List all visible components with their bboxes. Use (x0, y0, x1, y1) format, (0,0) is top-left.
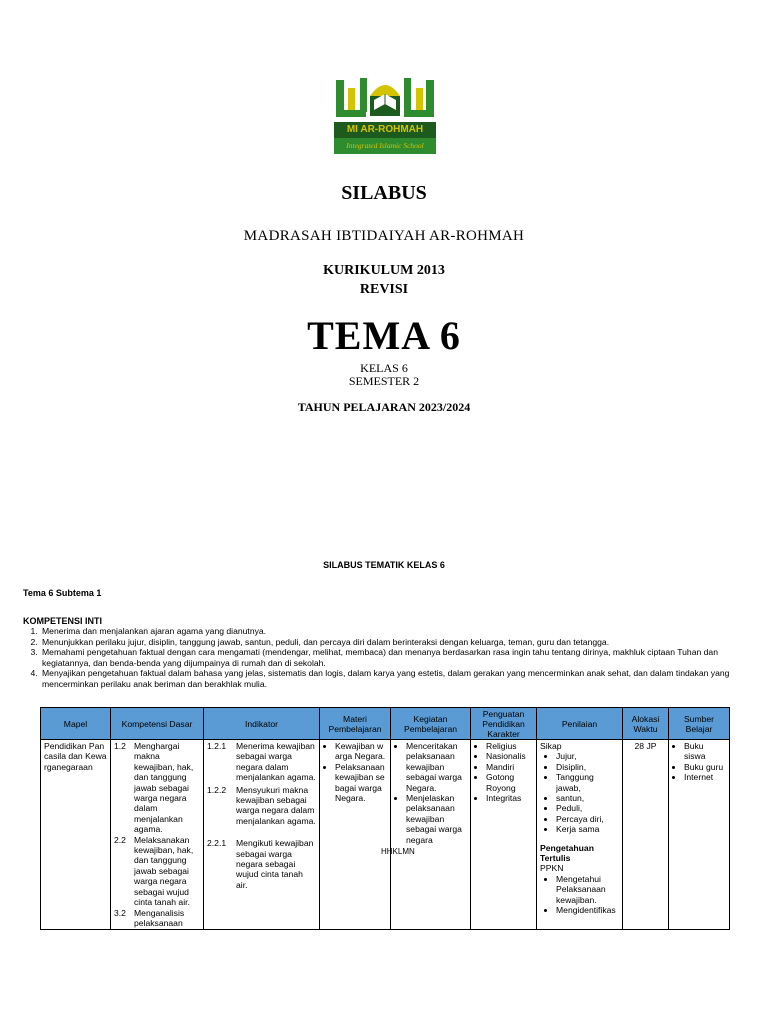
sikap-list (540, 751, 619, 834)
col-header-alokasi: Alokasi Waktu (623, 708, 669, 740)
list-item: • Nasionalis (486, 751, 533, 761)
list-item: • Gotong Royong (486, 772, 533, 793)
ki-item: 3. Memahami pengetahuan faktual dengan cara mengamati (mendengar, melihat, membaca) dan menanya berdasarkan rasa ingin tahu tentang dirinya, makhluk ciptaan Tuhan dan kegiatannya, dan benda-benda yang dijumpainya di rumah dan di sekolah. (40, 647, 760, 668)
list-item: • Percaya diri, (556, 814, 619, 824)
col-header-mapel: Mapel (41, 708, 111, 740)
cell-alokasi: 28 JP (623, 740, 669, 930)
list-item: • Kewajiban warga Negara. (335, 741, 387, 762)
list-item: • Jujur, (556, 751, 619, 761)
ki-list (20, 626, 760, 690)
ki-item: 2. Menunjukkan perilaku jujur, disiplin, tanggung jawab, santun, peduli, dan percaya diri dalam berinteraksi dengan keluarga, teman, guru dan tetangga. (40, 637, 760, 648)
list-item: • Buku siswa (684, 741, 726, 762)
list-item: • Religius (486, 741, 533, 751)
logo-tagline: Integrated Islamic School (346, 141, 424, 150)
list-item: • Tanggung jawab, (556, 772, 619, 793)
col-header-penilaian: Penilaian (537, 708, 623, 740)
cell-sumber (669, 740, 730, 930)
kd-item: 1.2 Menghargai makna kewajiban, hak, dan tanggung jawab sebagai warga negara dalam menjalankan agama. (114, 741, 194, 835)
sumber-list (672, 741, 726, 783)
syllabus-table (40, 707, 730, 930)
list-item: • Buku guru (684, 762, 726, 772)
list-item: • Menceritakan pelaksanaan kewajiban sebagai warga Negara. (406, 741, 467, 793)
school-name: MADRASAH IBTIDAIYAH AR-ROHMAH (243, 228, 525, 244)
ki-item: 4. Menyajikan pengetahuan faktual dalam bahasa yang jelas, sistematis dan logis, dalam karya yang estetis, dalam gerakan yang mencerminkan anak sehat, dan dalam tindakan yang mencerminkan perilaku anak beriman dan berakhlak mulia. (40, 668, 760, 689)
col-header-sumber: Sumber Belajar (669, 708, 730, 740)
ki-heading: KOMPETENSI INTI (23, 616, 103, 626)
cell-materi (320, 740, 391, 930)
curriculum-label: KURIKULUM 2013 (323, 263, 445, 278)
col-header-ppk: Penguatan Pendidikan Karakter (471, 708, 537, 740)
subtheme-label: Tema 6 Subtema 1 (23, 588, 102, 598)
list-item: • Menjelaskan pelaksanaan kewajiban sebagai warga negara (406, 793, 467, 845)
ki-item: 1. Menerima dan menjalankan ajaran agama yang dianutnya. (40, 626, 760, 637)
materi-list (323, 741, 387, 803)
theme-title: TEMA 6 (307, 313, 461, 358)
ppkn-label: PPKN (540, 863, 564, 874)
cell-indikator (204, 740, 320, 930)
academic-year: TAHUN PELAJARAN 2023/2024 (297, 400, 471, 414)
cell-mapel: Pendidikan Pancasila dan Kewarganegaraan (41, 740, 111, 930)
list-item: • Kerja sama (556, 824, 619, 834)
list-item: • Mengidentifikas (556, 905, 619, 915)
col-header-indikator: Indikator (204, 708, 320, 740)
class-label: KELAS 6 (360, 361, 408, 375)
list-item: • santun, (556, 793, 619, 803)
school-logo (332, 70, 438, 156)
col-header-kd: Kompetensi Dasar (111, 708, 204, 740)
sikap-label: Sikap (540, 741, 562, 751)
page-title: SILABUS (341, 182, 427, 204)
pengetahuan-label: Pengetahuan Tertulis (540, 842, 594, 864)
list-item: • Mengetahui Pelaksanaan kewajiban. (556, 874, 619, 905)
revision-label: REVISI (359, 282, 409, 297)
list-item: • Peduli, (556, 803, 619, 813)
overlap-text: HHKLMN (381, 847, 415, 856)
table-row (41, 740, 730, 930)
section-title: SILABUS TEMATIK KELAS 6 (323, 560, 445, 570)
indikator-item: 1.2.2 Mensyukuri makna kewajiban sebagai warga negara dalam menjalankan agama. (207, 784, 316, 826)
kd-item: 3.2 Menganalisis pelaksanaan (114, 907, 185, 928)
list-item: • Internet (684, 772, 726, 782)
list-item: • Integritas (486, 793, 533, 803)
logo-name: MI AR-ROHMAH (346, 124, 424, 135)
ppk-list (474, 741, 533, 803)
list-item: • Disiplin, (556, 762, 619, 772)
kd-item: 2.2 Melaksanakan kewajiban, hak, dan tanggung jawab sebagai warga negara sebagai wujud cinta tanah air. (114, 834, 194, 908)
cell-kegiatan (381, 740, 471, 930)
indikator-item: 1.2.1 Menerima kewajiban sebagai warga negara dalam menjalankan agama. (207, 741, 316, 783)
table-header-row (41, 708, 730, 740)
cell-kd (111, 740, 204, 930)
list-item: • Mandiri (486, 762, 533, 772)
cell-penilaian (537, 740, 623, 930)
kegiatan-list (394, 741, 467, 845)
cell-ppk (471, 740, 537, 930)
col-header-kegiatan: Kegiatan Pembelajaran (391, 708, 471, 740)
indikator-item: 2.2.1 Mengikuti kewajiban sebagai warga negara sebagai wujud cinta tanah air. (207, 838, 314, 890)
col-header-materi: Materi Pembelajaran (320, 708, 391, 740)
semester-label: SEMESTER 2 (348, 374, 420, 388)
list-item: • Pelaksanaan kewajiban sebagai warga Negara. (335, 762, 387, 804)
pengetahuan-list (540, 874, 619, 916)
